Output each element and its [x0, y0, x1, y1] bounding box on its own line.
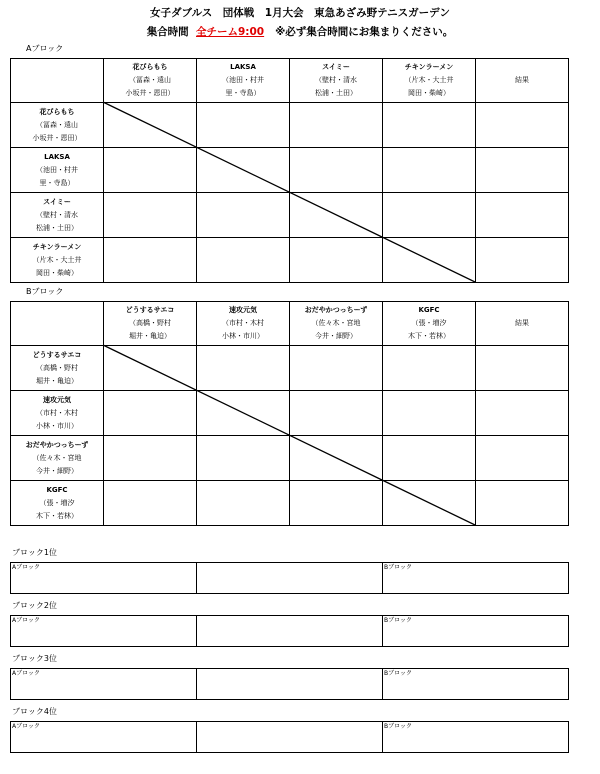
table-row [11, 193, 569, 238]
table-row [11, 391, 569, 436]
team-members: 松浦・土田） [36, 223, 78, 232]
team-members: （壁村・清水 [315, 76, 357, 84]
page-title: 女子ダブルス 団体戦 1月大会 東急あざみ野テニスガーデン [150, 7, 450, 19]
team-name: おだやかつっちーず [25, 440, 89, 449]
team-members: 木下・若林） [36, 511, 78, 520]
team-header-cell [290, 302, 383, 346]
table-row [11, 436, 569, 481]
team-name: スイミー [322, 63, 350, 71]
team-members: 小坂井・恩田） [32, 133, 82, 142]
ranking-b-cell[interactable] [383, 616, 569, 647]
team-row-header [11, 103, 104, 148]
result-cell[interactable] [476, 148, 569, 193]
block-label: Aブロック [26, 44, 64, 53]
team-members: 小坂井・恩田） [125, 89, 175, 97]
team-name: おだやかつっちーず [304, 306, 368, 314]
score-cell[interactable] [104, 103, 197, 148]
block-table [10, 301, 569, 526]
team-members: （池田・村井 [36, 165, 78, 174]
score-cell[interactable] [197, 148, 290, 193]
ranking-mid-cell[interactable] [197, 563, 383, 594]
ranking-row [11, 563, 569, 594]
score-cell[interactable] [290, 391, 383, 436]
assembly-line [0, 24, 600, 39]
team-members: 岡田・柴崎） [36, 268, 78, 277]
team-members: 里・寺島） [225, 89, 261, 97]
team-name: 花びらもち [132, 63, 168, 71]
assembly-label: 集合時間 [146, 26, 189, 38]
score-cell[interactable] [104, 346, 197, 391]
ranking-label: ブロック2位 [12, 601, 57, 610]
score-cell[interactable] [290, 238, 383, 283]
score-cell[interactable] [290, 103, 383, 148]
ranking-block-label: Bブロック [384, 617, 412, 624]
score-cell[interactable] [197, 391, 290, 436]
table-row [11, 238, 569, 283]
ranking-b-cell[interactable] [383, 563, 569, 594]
team-header-cell [197, 59, 290, 103]
team-name: LAKSA [44, 152, 70, 161]
team-members: （高橋・野村 [36, 363, 78, 372]
ranking-table [10, 615, 569, 647]
team-header-cell [290, 59, 383, 103]
ranking-label: ブロック3位 [12, 654, 57, 663]
ranking-mid-cell[interactable] [197, 669, 383, 700]
score-cell[interactable] [290, 193, 383, 238]
assembly-note: ※必ず集合時間にお集まりください。 [275, 26, 454, 38]
corner-cell [11, 59, 104, 103]
team-name: 速攻元気 [43, 395, 71, 404]
team-members: 松浦・土田） [315, 89, 357, 97]
team-name: チキンラーメン [32, 242, 82, 251]
team-members: （市村・木村 [36, 408, 78, 417]
team-members: 木下・若林） [408, 332, 450, 340]
result-cell[interactable] [476, 103, 569, 148]
score-cell[interactable] [290, 436, 383, 481]
team-name: スイミー [43, 197, 71, 206]
team-row-header [11, 346, 104, 391]
team-name: チキンラーメン [404, 63, 454, 71]
ranking-block-label: Bブロック [384, 723, 412, 730]
ranking-mid-cell[interactable] [197, 722, 383, 753]
ranking-table [10, 562, 569, 594]
team-members: （高橋・野村 [129, 319, 171, 327]
team-header-cell [383, 302, 476, 346]
team-members: 今井・細野） [315, 332, 357, 340]
corner-cell [11, 302, 104, 346]
ranking-b-cell[interactable] [383, 722, 569, 753]
score-cell[interactable] [104, 193, 197, 238]
team-members: 岡田・柴崎） [408, 89, 450, 97]
table-row [11, 481, 569, 526]
team-header-cell [197, 302, 290, 346]
result-cell[interactable] [476, 436, 569, 481]
ranking-block-label: Bブロック [384, 670, 412, 677]
table-row [11, 346, 569, 391]
score-cell[interactable] [104, 391, 197, 436]
team-members: （張・増汐 [411, 319, 447, 327]
ranking-table [10, 721, 569, 753]
score-cell[interactable] [104, 238, 197, 283]
team-header-cell [383, 59, 476, 103]
team-members: （佐々木・宮地 [311, 319, 361, 327]
ranking-block-label: Aブロック [12, 564, 40, 571]
score-cell[interactable] [197, 436, 290, 481]
score-cell[interactable] [197, 481, 290, 526]
block-table [10, 58, 569, 283]
team-members: 小林・市川） [36, 421, 78, 430]
result-cell[interactable] [476, 238, 569, 283]
score-cell[interactable] [383, 346, 476, 391]
team-members: （片木・大土井 [404, 76, 454, 84]
team-members: 里・寺島） [39, 178, 75, 187]
result-cell[interactable] [476, 391, 569, 436]
team-row-header [11, 391, 104, 436]
result-cell[interactable] [476, 346, 569, 391]
ranking-a-cell[interactable] [11, 616, 197, 647]
team-members: （壁村・清水 [36, 210, 78, 219]
assembly-time: 全チーム9:00 [196, 26, 265, 38]
team-name: LAKSA [230, 63, 256, 71]
ranking-row [11, 669, 569, 700]
score-cell[interactable] [290, 148, 383, 193]
score-cell[interactable] [290, 481, 383, 526]
team-name: KGFC [46, 485, 68, 494]
score-cell[interactable] [197, 346, 290, 391]
score-cell[interactable] [383, 391, 476, 436]
ranking-block-label: Aブロック [12, 723, 40, 730]
score-cell[interactable] [104, 148, 197, 193]
ranking-b-cell[interactable] [383, 669, 569, 700]
ranking-label: ブロック1位 [12, 548, 57, 557]
score-cell[interactable] [104, 436, 197, 481]
ranking-row [11, 722, 569, 753]
ranking-a-cell[interactable] [11, 669, 197, 700]
ranking-block-label: Bブロック [384, 564, 412, 571]
score-cell[interactable] [290, 346, 383, 391]
result-header: 結果 [476, 302, 569, 346]
team-row-header [11, 481, 104, 526]
team-row-header [11, 436, 104, 481]
team-row-header [11, 238, 104, 283]
ranking-table [10, 668, 569, 700]
team-members: （張・増汐 [39, 498, 75, 507]
result-cell[interactable] [476, 193, 569, 238]
ranking-a-cell[interactable] [11, 563, 197, 594]
ranking-label: ブロック4位 [12, 707, 57, 716]
team-members: 堀井・亀迫） [129, 332, 171, 340]
team-members: 堀井・亀迫） [36, 376, 78, 385]
team-members: （片木・大土井 [32, 255, 82, 264]
score-cell[interactable] [104, 481, 197, 526]
team-members: （池田・村井 [222, 76, 264, 84]
team-members: （市村・木村 [222, 319, 264, 327]
score-cell[interactable] [383, 481, 476, 526]
team-members: 小林・市川） [222, 332, 264, 340]
score-cell[interactable] [383, 193, 476, 238]
team-row-header [11, 148, 104, 193]
team-row-header [11, 193, 104, 238]
ranking-row [11, 616, 569, 647]
block-label: Bブロック [26, 287, 64, 296]
score-cell[interactable] [197, 238, 290, 283]
score-cell[interactable] [197, 103, 290, 148]
table-row [11, 103, 569, 148]
score-cell[interactable] [383, 436, 476, 481]
team-members: （冨森・遠山 [129, 76, 171, 84]
score-cell[interactable] [383, 148, 476, 193]
team-members: （冨森・遠山 [36, 120, 78, 129]
team-members: （佐々木・宮地 [32, 453, 82, 462]
team-name: 花びらもち [39, 107, 75, 116]
team-header-cell [104, 302, 197, 346]
team-members: 今井・細野） [36, 466, 78, 475]
result-cell[interactable] [476, 481, 569, 526]
team-name: どうするサエコ [32, 350, 82, 359]
team-header-cell [104, 59, 197, 103]
team-name: 速攻元気 [229, 306, 257, 314]
team-name: KGFC [418, 306, 440, 314]
score-cell[interactable] [197, 193, 290, 238]
result-header: 結果 [476, 59, 569, 103]
score-cell[interactable] [383, 103, 476, 148]
team-name: どうするサエコ [125, 306, 175, 314]
score-cell[interactable] [383, 238, 476, 283]
ranking-block-label: Aブロック [12, 617, 40, 624]
ranking-a-cell[interactable] [11, 722, 197, 753]
ranking-block-label: Aブロック [12, 670, 40, 677]
ranking-mid-cell[interactable] [197, 616, 383, 647]
table-row [11, 148, 569, 193]
